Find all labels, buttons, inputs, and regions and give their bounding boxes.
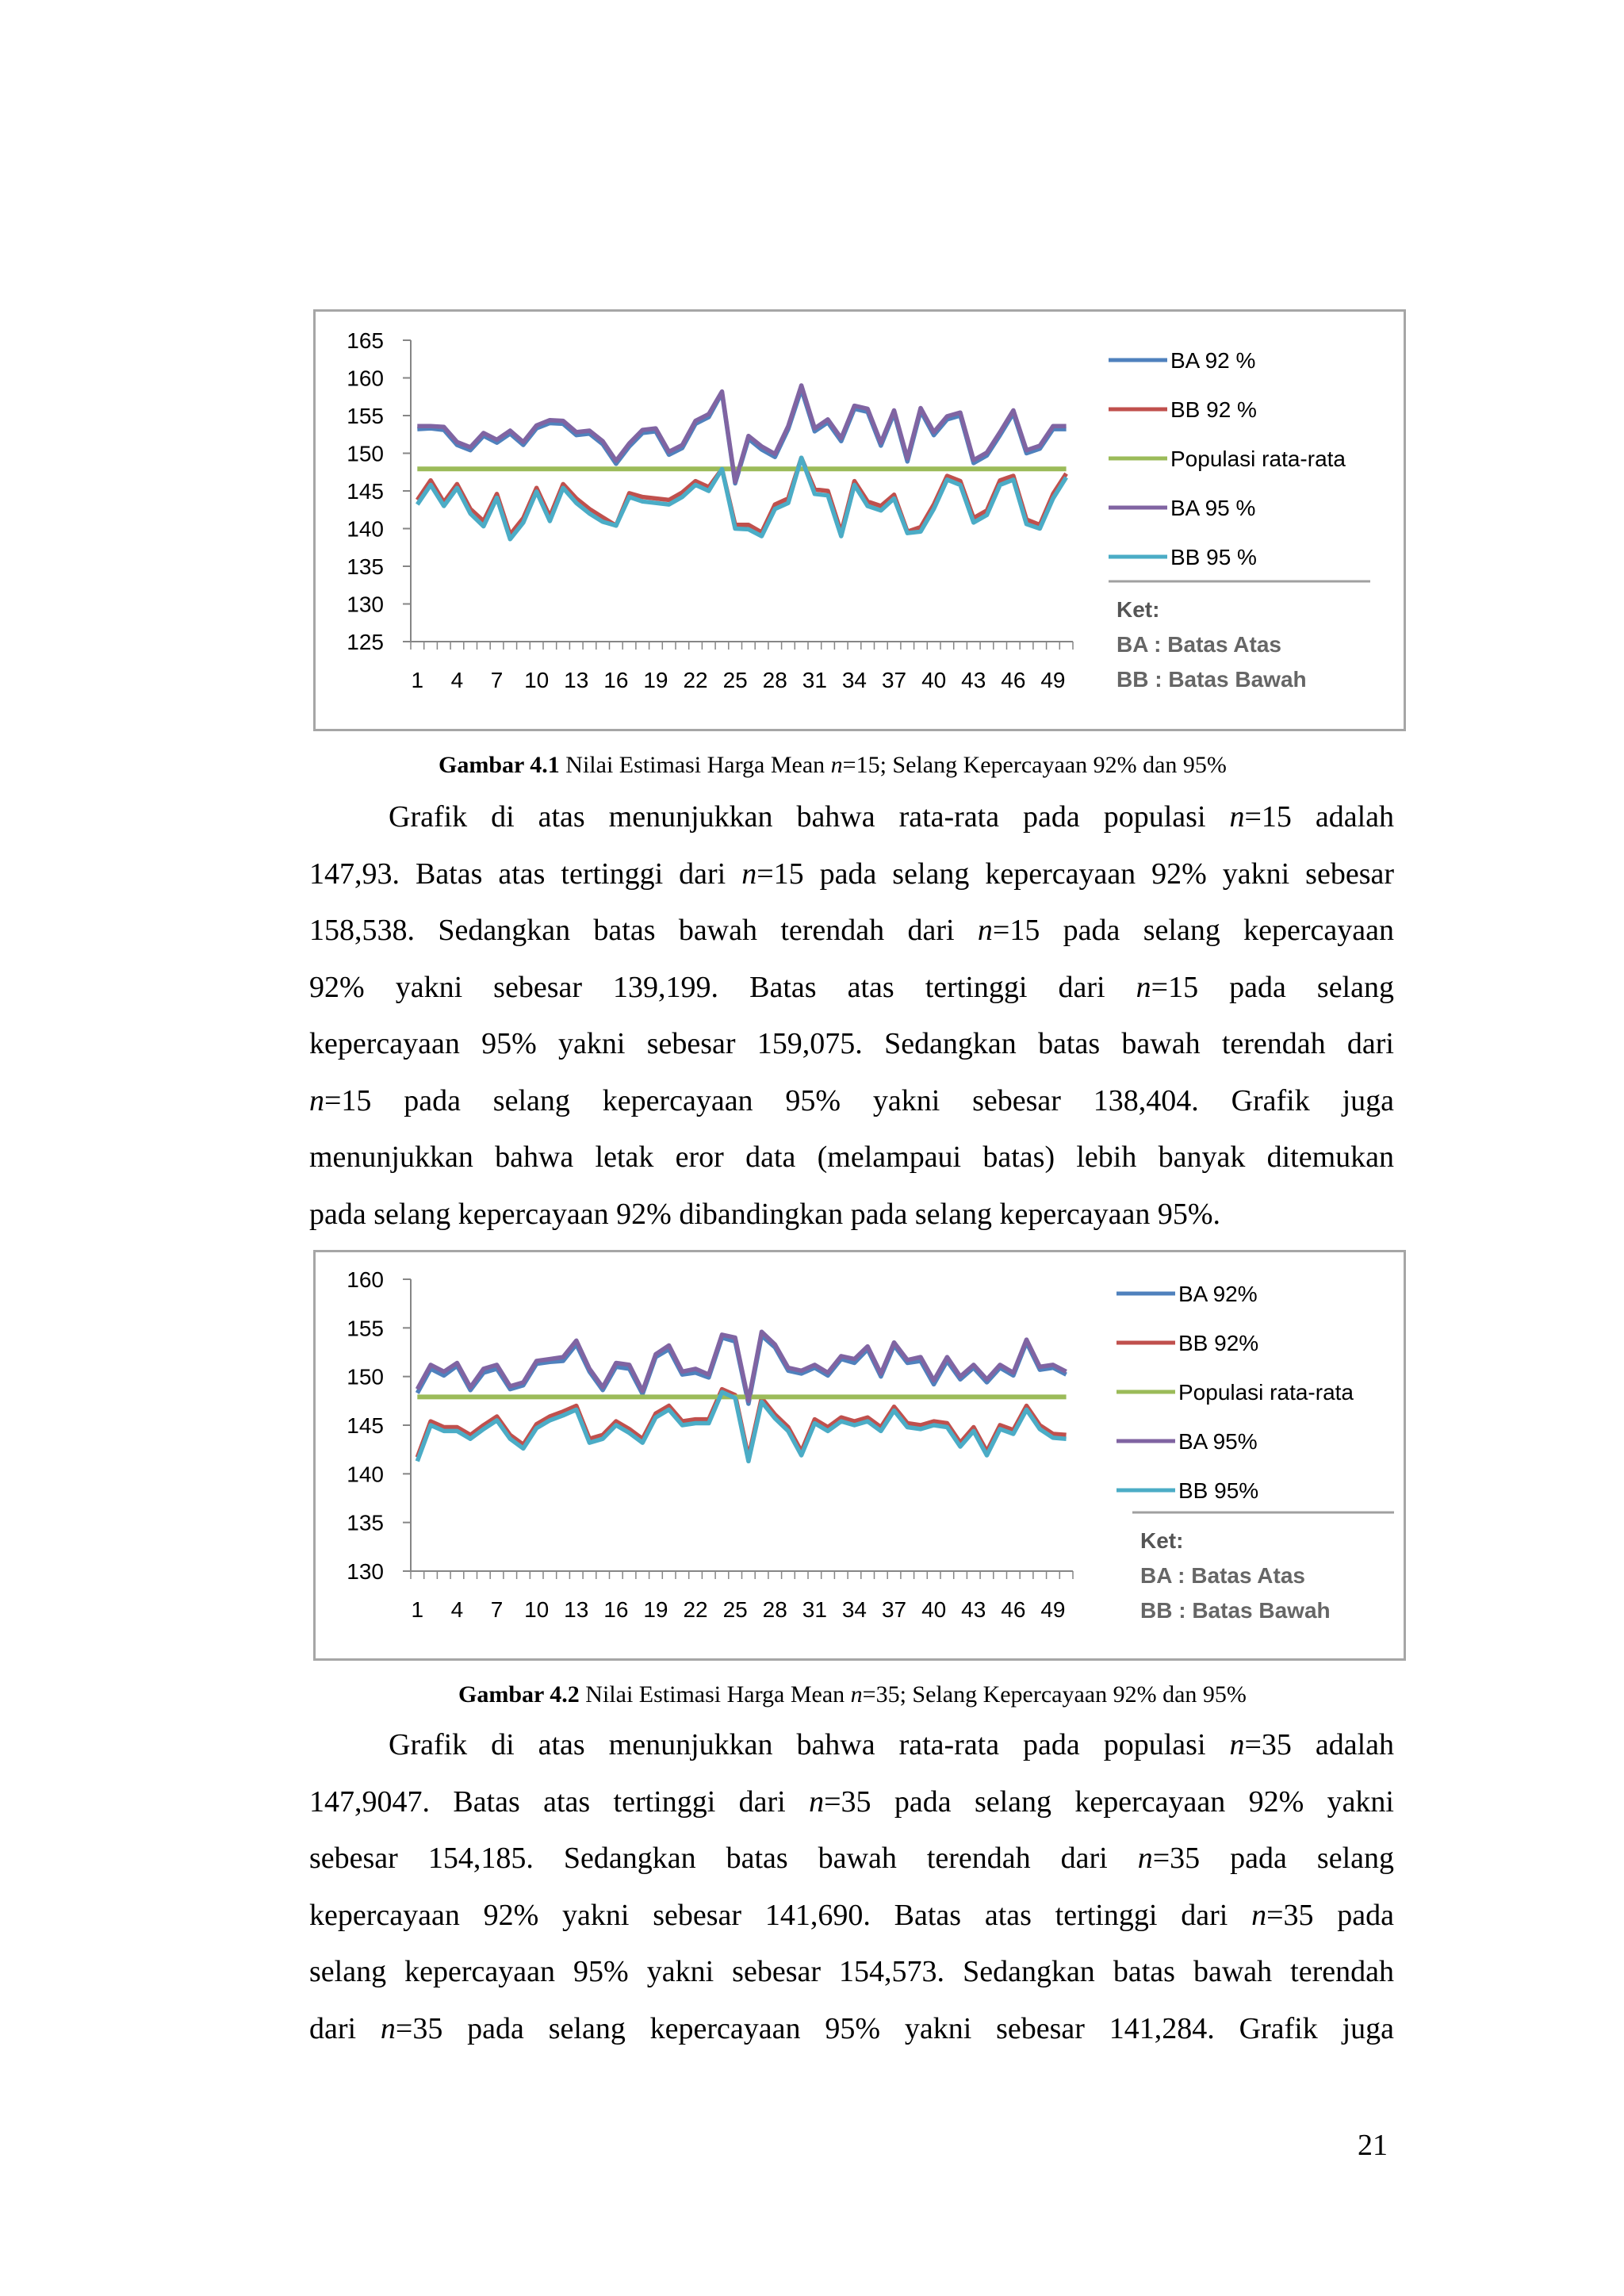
legend-label: BB 95 %	[1170, 545, 1257, 569]
x-tick-label: 19	[643, 1597, 668, 1622]
text-line: 147,9047. Batas atas tertinggi dari n=35 pada selang kepercayaan 92% yakni	[309, 1784, 1394, 1819]
x-tick-label: 31	[802, 668, 827, 692]
y-tick-label: 140	[347, 516, 384, 542]
legend-label: Populasi rata-rata	[1170, 447, 1346, 471]
text-line: 147,93. Batas atas tertinggi dari n=15 pada selang kepercayaan 92% yakni sebesar	[309, 857, 1394, 891]
text-line: n=15 pada selang kepercayaan 95% yakni sebesar 138,404. Grafik juga	[309, 1083, 1394, 1117]
legend-label: BA 95%	[1178, 1429, 1258, 1454]
page-number: 21	[1358, 2129, 1388, 2162]
y-tick-label: 145	[347, 479, 384, 504]
x-tick-label: 22	[683, 1597, 708, 1622]
text-line: Grafik di atas menunjukkan bahwa rata-rata pada populasi n=15 adalah	[389, 800, 1394, 834]
line-chart-n15	[316, 312, 1404, 729]
x-tick-label: 22	[683, 668, 708, 692]
y-tick-label: 135	[347, 554, 384, 579]
figure-caption-4-2: Gambar 4.2 Nilai Estimasi Harga Mean n=35; Selang Kepercayaan 92% dan 95%	[458, 1681, 1247, 1708]
x-tick-label: 37	[881, 1597, 907, 1622]
x-tick-label: 7	[490, 1597, 504, 1622]
x-tick-label: 31	[802, 1597, 827, 1622]
legend-label: BB 92%	[1178, 1331, 1259, 1355]
x-tick-label: 43	[961, 1597, 986, 1622]
x-tick-label: 25	[722, 1597, 748, 1622]
x-tick-label: 40	[921, 668, 947, 692]
y-tick-label: 140	[347, 1462, 384, 1487]
series-line-4	[417, 1392, 1066, 1461]
x-tick-label: 16	[603, 1597, 629, 1622]
x-tick-label: 49	[1040, 1597, 1066, 1622]
note-title: Ket:	[1140, 1528, 1184, 1553]
text-line: 92% yakni sebesar 139,199. Batas atas tertinggi dari n=15 pada selang	[309, 970, 1394, 1004]
note-line: BA : Batas Atas	[1140, 1563, 1305, 1588]
legend-label: BB 95%	[1178, 1478, 1259, 1503]
paragraph-n35	[309, 1717, 1394, 2057]
text-line: Grafik di atas menunjukkan bahwa rata-rata pada populasi n=35 adalah	[389, 1728, 1394, 1761]
note-title: Ket:	[1116, 597, 1160, 622]
text-line: kepercayaan 92% yakni sebesar 141,690. Batas atas tertinggi dari n=35 pada	[309, 1898, 1394, 1932]
x-tick-label: 13	[564, 1597, 589, 1622]
text-line: pada selang kepercayaan 92% dibandingkan pada selang kepercayaan 95%.	[309, 1197, 1220, 1231]
text-line: sebesar 154,185. Sedangkan batas bawah terendah dari n=35 pada selang	[309, 1842, 1395, 1875]
y-tick-label: 150	[347, 441, 384, 466]
chart-figure-4-1	[313, 309, 1406, 731]
y-tick-label: 130	[347, 592, 384, 617]
paragraph-n15	[309, 789, 1394, 1243]
x-tick-label: 1	[411, 668, 424, 692]
legend-label: BA 92 %	[1170, 348, 1256, 373]
figure-caption-4-1: Gambar 4.1 Nilai Estimasi Harga Mean n=15; Selang Kepercayaan 92% dan 95%	[439, 752, 1227, 778]
y-tick-label: 125	[347, 630, 384, 654]
x-tick-label: 34	[841, 1597, 868, 1622]
x-tick-label: 19	[643, 668, 668, 692]
x-tick-label: 13	[564, 668, 589, 692]
x-tick-label: 28	[762, 668, 787, 692]
y-tick-label: 145	[347, 1413, 384, 1438]
y-tick-label: 135	[347, 1510, 384, 1535]
y-tick-label: 150	[347, 1364, 384, 1389]
x-tick-label: 49	[1040, 668, 1066, 692]
series-line-3	[417, 1332, 1066, 1401]
text-line: kepercayaan 95% yakni sebesar 159,075. Sedangkan batas bawah terendah dari	[309, 1027, 1394, 1060]
x-tick-label: 7	[490, 668, 504, 692]
text-line: selang kepercayaan 95% yakni sebesar 154,573. Sedangkan batas bawah terendah	[309, 1955, 1394, 1988]
text-line: dari n=35 pada selang kepercayaan 95% yakni sebesar 141,284. Grafik juga	[309, 2011, 1395, 2045]
x-tick-label: 43	[961, 668, 986, 692]
note-line: BB : Batas Bawah	[1116, 667, 1307, 692]
x-tick-label: 1	[411, 1597, 424, 1622]
x-tick-label: 10	[524, 1597, 550, 1622]
x-tick-label: 46	[1001, 1597, 1026, 1622]
x-tick-label: 4	[450, 668, 464, 692]
y-tick-label: 165	[347, 328, 384, 353]
legend-label: BA 95 %	[1170, 496, 1256, 520]
x-tick-label: 46	[1001, 668, 1026, 692]
note-line: BB : Batas Bawah	[1140, 1598, 1331, 1623]
x-tick-label: 10	[524, 668, 550, 692]
chart-figure-4-2	[313, 1250, 1406, 1661]
note-line: BA : Batas Atas	[1116, 632, 1281, 657]
y-tick-label: 130	[347, 1559, 384, 1584]
y-tick-label: 160	[347, 366, 384, 391]
x-tick-label: 16	[603, 668, 629, 692]
x-tick-label: 28	[762, 1597, 787, 1622]
y-tick-label: 155	[347, 404, 384, 428]
legend-label: BA 92%	[1178, 1282, 1258, 1306]
y-tick-label: 160	[347, 1267, 384, 1292]
x-tick-label: 40	[921, 1597, 947, 1622]
legend-label: Populasi rata-rata	[1178, 1380, 1354, 1405]
text-line: 158,538. Sedangkan batas bawah terendah dari n=15 pada selang kepercayaan	[309, 914, 1395, 947]
x-tick-label: 25	[722, 668, 748, 692]
x-tick-label: 34	[841, 668, 868, 692]
x-tick-label: 37	[881, 668, 907, 692]
y-tick-label: 155	[347, 1316, 384, 1341]
text-line: menunjukkan bahwa letak eror data (melampaui batas) lebih banyak ditemukan	[309, 1140, 1394, 1174]
line-chart-n35	[316, 1252, 1404, 1658]
x-tick-label: 4	[450, 1597, 464, 1622]
legend-label: BB 92 %	[1170, 397, 1257, 422]
